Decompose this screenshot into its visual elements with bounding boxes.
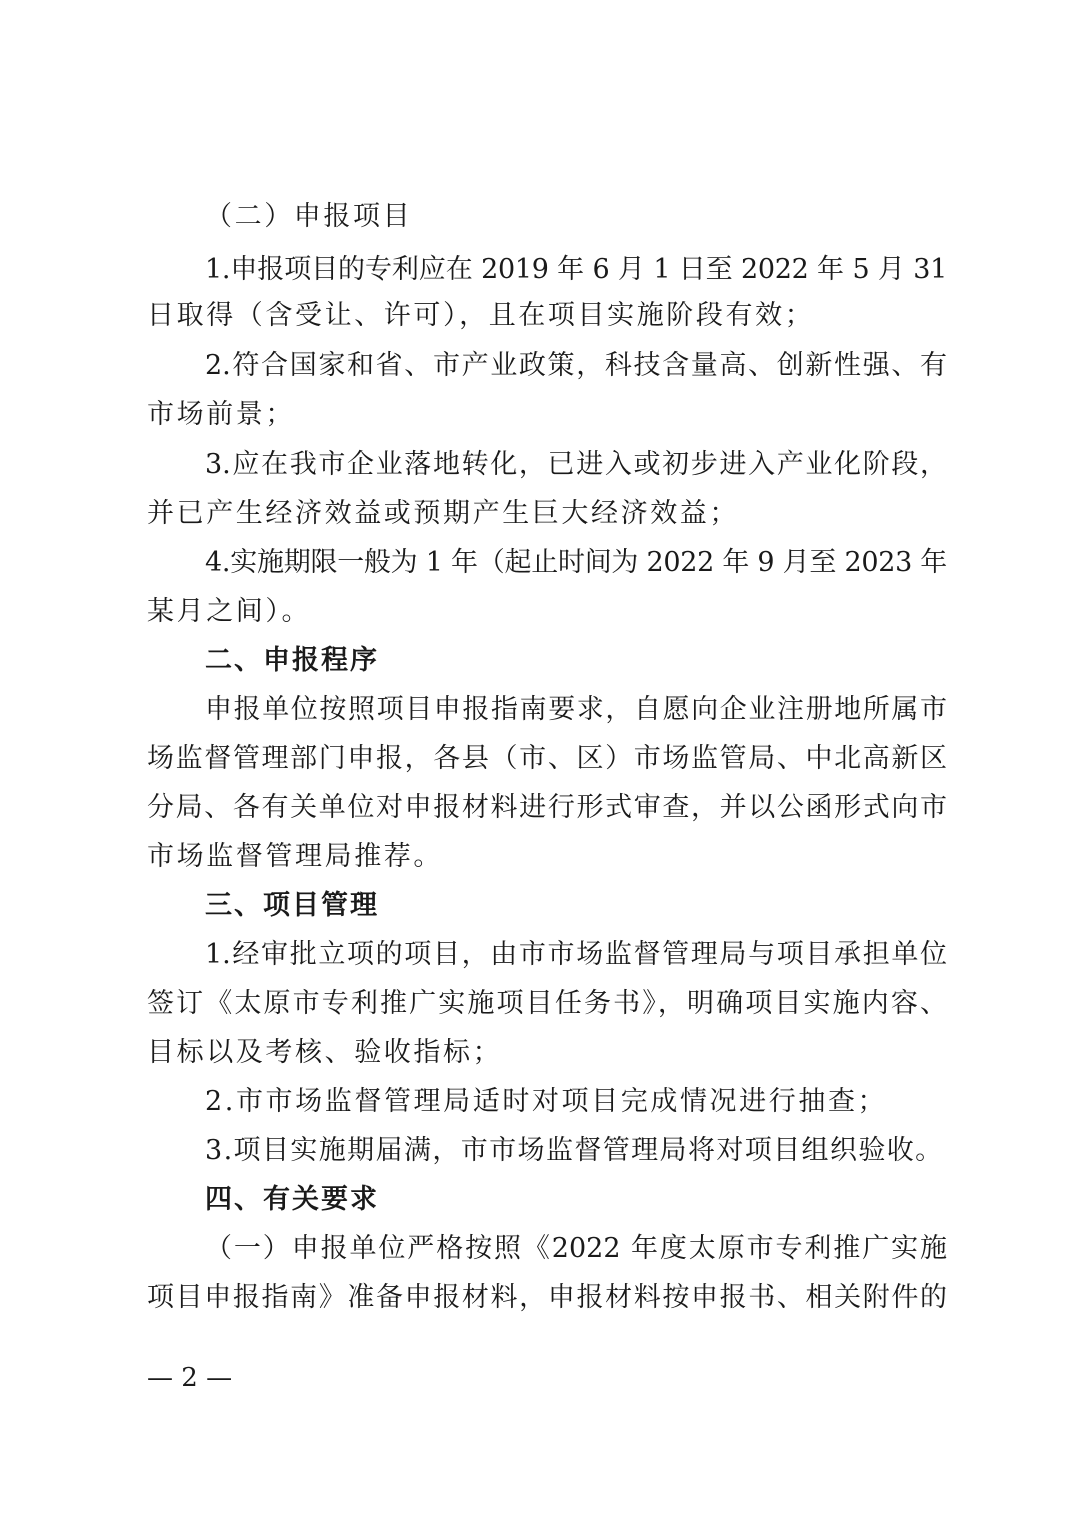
paragraph-line: 并已产生经济效益或预期产生巨大经济效益； — [147, 498, 739, 529]
paragraph-line: 2.市市场监督管理局适时对项目完成情况进行抽查； — [205, 1086, 888, 1117]
paragraph-line: 3.应在我市企业落地转化，已进入或初步进入产业化阶段， — [205, 449, 947, 480]
paragraph-line: 分局、各有关单位对申报材料进行形式审查，并以公函形式向市 — [147, 792, 947, 823]
paragraph-line: 市场监督管理局推荐。 — [147, 841, 443, 872]
page-number: — 2 — — [147, 1363, 233, 1393]
section-heading: 四、有关要求 — [205, 1184, 379, 1215]
paragraph-line: （一）申报单位严格按照《2022 年度太原市专利推广实施 — [205, 1233, 947, 1264]
paragraph-line: 1.经审批立项的项目，由市市场监督管理局与项目承担单位 — [205, 939, 947, 970]
section-heading: 三、项目管理 — [205, 890, 379, 921]
paragraph-line: 签订《太原市专利推广实施项目任务书》，明确项目实施内容、 — [147, 988, 947, 1019]
section-subheading: （二）申报项目 — [205, 201, 413, 232]
paragraph-line: 4.实施期限一般为 1 年（起止时间为 2022 年 9 月至 2023 年 — [205, 547, 947, 578]
paragraph-line: 1.申报项目的专利应在 2019 年 6 月 1 日至 2022 年 5 月 31 — [205, 254, 947, 285]
paragraph-line: 某月之间）。 — [147, 596, 312, 627]
paragraph-line: 2.符合国家和省、市产业政策，科技含量高、创新性强、有 — [205, 350, 947, 381]
section-heading: 二、申报程序 — [205, 645, 379, 676]
paragraph-line: 目标以及考核、验收指标； — [147, 1037, 503, 1068]
paragraph-line: 3.项目实施期届满，市市场监督管理局将对项目组织验收。 — [205, 1135, 944, 1166]
paragraph-line: 项目申报指南》准备申报材料，申报材料按申报书、相关附件的 — [147, 1282, 947, 1313]
paragraph-line: 场监督管理部门申报，各县（市、区）市场监管局、中北高新区 — [147, 743, 947, 774]
paragraph-line: 市场前景； — [147, 399, 295, 430]
paragraph-line: 申报单位按照项目申报指南要求，自愿向企业注册地所属市 — [205, 694, 947, 725]
paragraph-line: 日取得（含受让、许可），且在项目实施阶段有效； — [147, 300, 815, 331]
